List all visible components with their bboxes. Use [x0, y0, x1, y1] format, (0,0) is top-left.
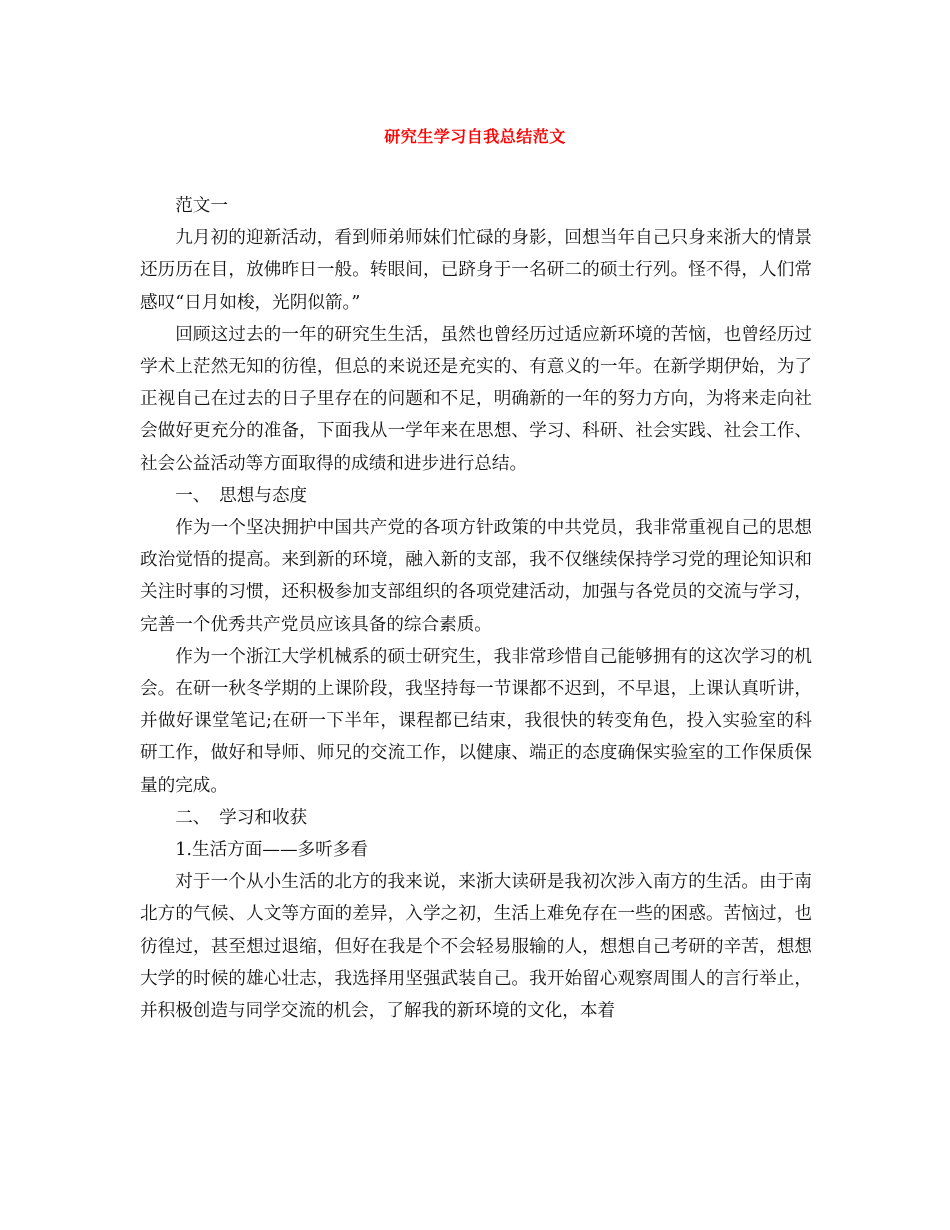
- document-title: 研究生学习自我总结范文: [384, 127, 566, 146]
- paragraph-label-fanwen-1: 范文一: [175, 196, 228, 216]
- section-heading-study-gains: 二、 学习和收获: [175, 807, 308, 828]
- paragraph-party-member: 作为一个坚决拥护中国共产党的各项方针政策的中共党员，我非常重视自己的思想政治觉悟的提高。来到新的环境，融入新的支部，我不仅继续保持学习党的理论知识和关注时事的习惯，还积极参加支部组织的各项党建活动，加强与各党员的交流与学习，完善一个优秀共产党员应该具备的综合素质。: [140, 518, 812, 635]
- subheading-life-aspect: 1.生活方面——多听多看: [175, 840, 368, 861]
- paragraph-year-review: 回顾这过去的一年的研究生生活，虽然也曾经历过适应新环境的苦恼，也曾经历过学术上茫然无知的彷徨，但总的来说还是充实的、有意义的一年。在新学期伊始，为了正视自己在过去的日子里存在的问题和不足，明确新的一年的努力方向，为将来走向社会做好更充分的准备，下面我从一学年来在思想、学习、科研、社会实践、社会工作、社会公益活动等方面取得的成绩和进步进行总结。: [140, 324, 812, 474]
- paragraph-welcome-activity: 九月初的迎新活动，看到师弟师妹们忙碌的身影，回想当年自己只身来浙大的情景还历历在目，放佛昨日一般。转眼间，已跻身于一名研二的硕士行列。怪不得，人们常感叹“日月如梭，光阴似箭。”: [140, 228, 812, 313]
- paragraph-graduate-study: 作为一个浙江大学机械系的硕士研究生，我非常珍惜自己能够拥有的这次学习的机会。在研一秋冬学期的上课阶段，我坚持每一节课都不迟到，不早退，上课认真听讲，并做好课堂笔记;在研一下半年，课程都已结束，我很快的转变角色，投入实验室的科研工作，做好和导师、师兄的交流工作，以健康、端正的态度确保实验室的工作保质保量的完成。: [140, 646, 812, 796]
- paragraph-north-south-life: 对于一个从小生活的北方的我来说，来浙大读研是我初次涉入南方的生活。由于南北方的气候、人文等方面的差异，入学之初，生活上难免存在一些的困惑。苦恼过，也彷徨过，甚至想过退缩，但好在我是个不会轻易服输的人，想想自己考研的辛苦，想想大学的时候的雄心壮志，我选择用坚强武装自己。我开始留心观察周围人的言行举止，并积极创造与同学交流的机会，了解我的新环境的文化，本着: [140, 872, 812, 1022]
- document-body: [140, 190, 812, 1027]
- section-heading-thought-attitude: 一、 思想与态度: [175, 485, 308, 506]
